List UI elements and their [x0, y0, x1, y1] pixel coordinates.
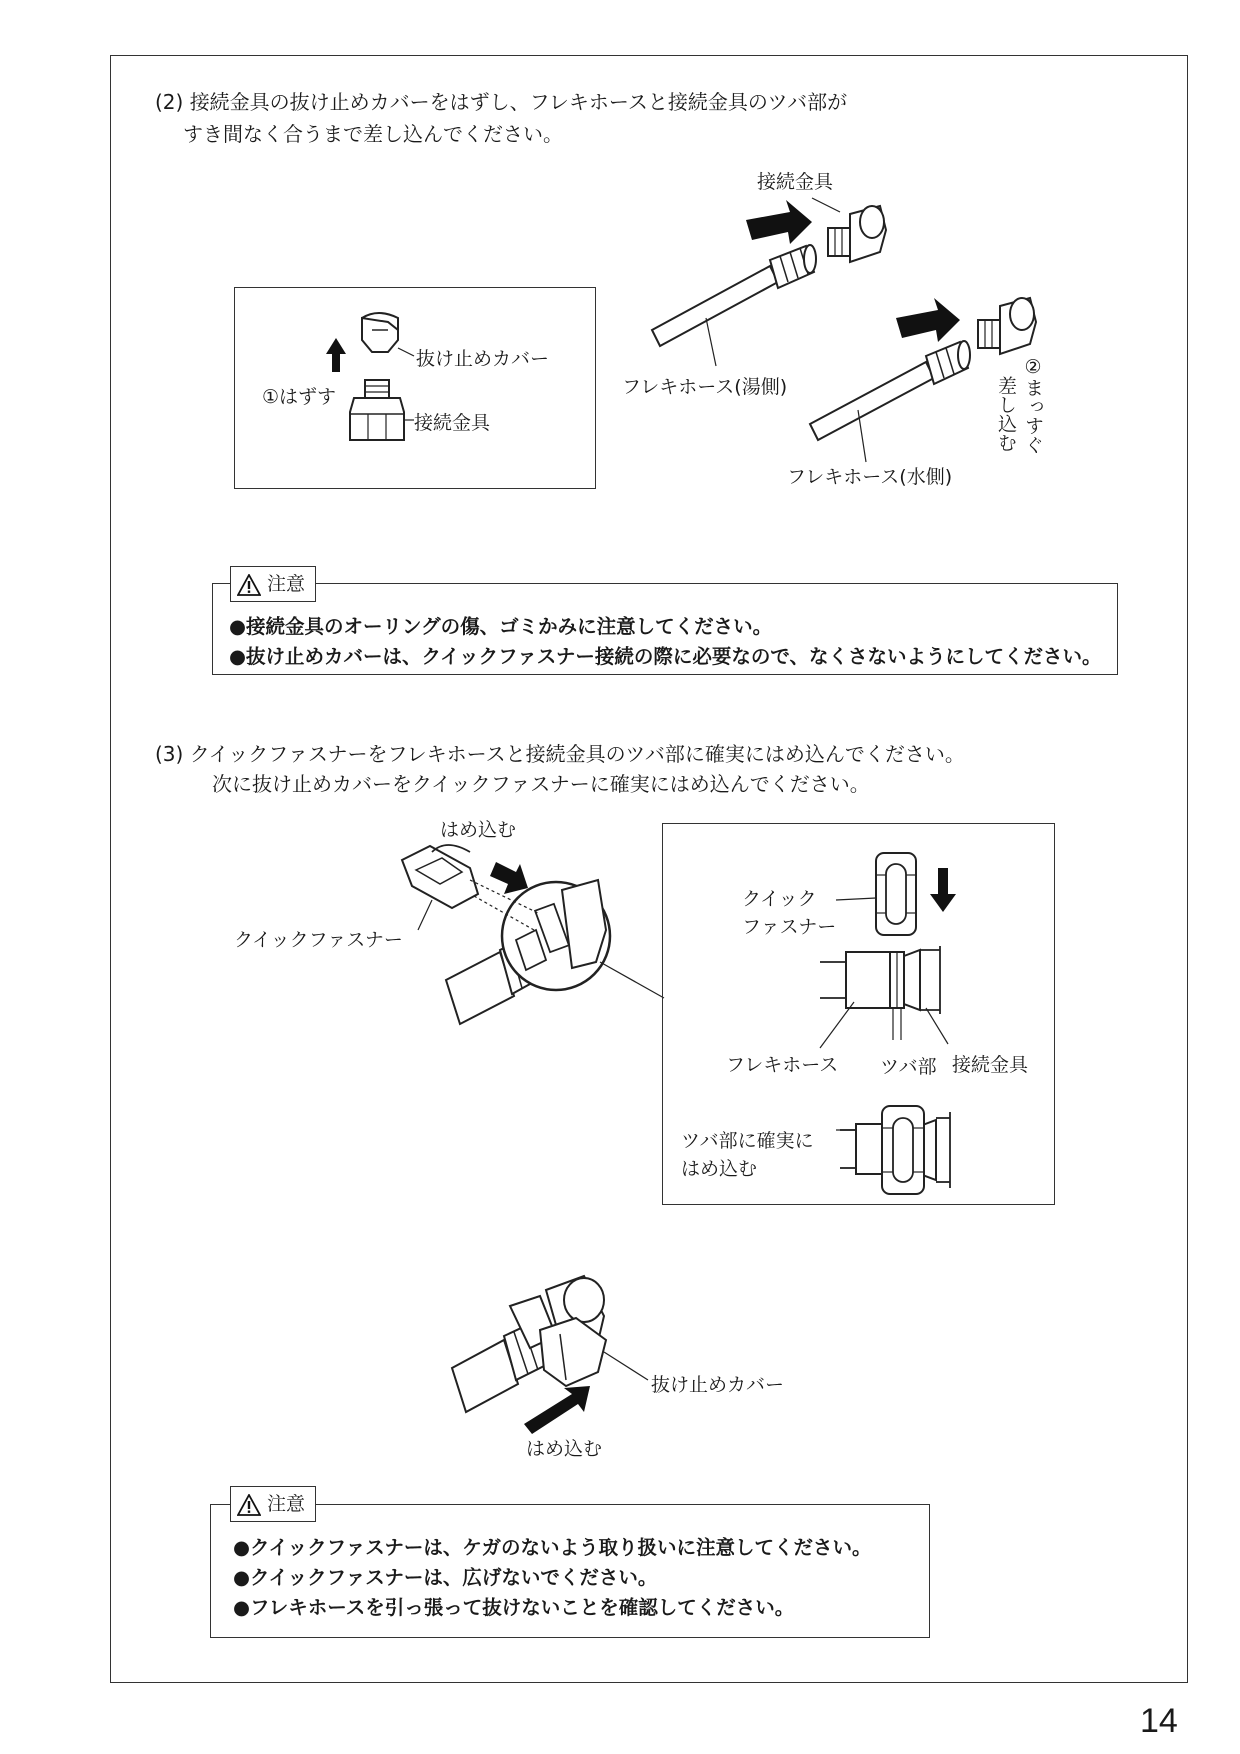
- fastener-insert-label: はめ込む: [440, 819, 517, 841]
- insert-straight-label-2: 差し込む: [995, 376, 1017, 452]
- step3-line1: (3) クイックファスナーをフレキホースと接続金具のツバ部に確実にはめ込んでください。: [155, 742, 965, 766]
- caution1-title: 注意: [267, 573, 306, 595]
- detail-hose-label: フレキホース: [726, 1054, 839, 1076]
- insert-fitting-label: 接続金具: [757, 171, 834, 193]
- caution2-item: ●クイックファスナーは、広げないでください。: [233, 1566, 658, 1589]
- page-number: 14: [1140, 1702, 1178, 1740]
- caution2-title: 注意: [267, 1493, 306, 1515]
- warning-triangle-icon: [237, 1494, 261, 1516]
- remove-fitting-label: 接続金具: [414, 412, 491, 434]
- caution1-item: ●接続金具のオーリングの傷、ゴミかみに注意してください。: [229, 615, 773, 638]
- detail-secure-label-line2: はめ込む: [681, 1158, 758, 1180]
- remove-action-label: ①はずす: [262, 386, 337, 408]
- remove-cover-label: 抜け止めカバー: [416, 348, 550, 370]
- quick-fastener-label: クイックファスナー: [234, 929, 403, 951]
- caution1-item: ●抜け止めカバーは、クイックファスナー接続の際に必要なので、なくさないようにしてください。: [229, 645, 1102, 668]
- caution2-tag: [230, 1486, 316, 1522]
- step2-line2: すき間なく合うまで差し込んでください。: [183, 122, 563, 146]
- detail-fitting-label: 接続金具: [952, 1054, 1029, 1076]
- step2-line1: (2) 接続金具の抜け止めカバーをはずし、フレキホースと接続金具のツバ部が: [155, 90, 848, 114]
- cover-insert-label: はめ込む: [526, 1438, 603, 1460]
- insert-straight-label-1: ②まっすぐ: [1022, 356, 1044, 454]
- detail-secure-label-line1: ツバ部に確実に: [681, 1130, 814, 1152]
- detail-qf-label-line1: クイック: [742, 888, 817, 910]
- hot-hose-label: フレキホース(湯側): [622, 376, 788, 398]
- detail-tsuba-label: ツバ部: [880, 1056, 937, 1078]
- caution2-item: ●クイックファスナーは、ケガのないよう取り扱いに注意してください。: [233, 1536, 872, 1559]
- caution2-item: ●フレキホースを引っ張って抜けないことを確認してください。: [233, 1596, 795, 1619]
- caution-box-2: [210, 1504, 930, 1638]
- detail-qf-label-line2: ファスナー: [742, 916, 837, 938]
- cold-hose-label: フレキホース(水側): [787, 466, 953, 488]
- step3-line2: 次に抜け止めカバーをクイックファスナーに確実にはめ込んでください。: [212, 772, 870, 796]
- cover-install-label: 抜け止めカバー: [651, 1374, 785, 1396]
